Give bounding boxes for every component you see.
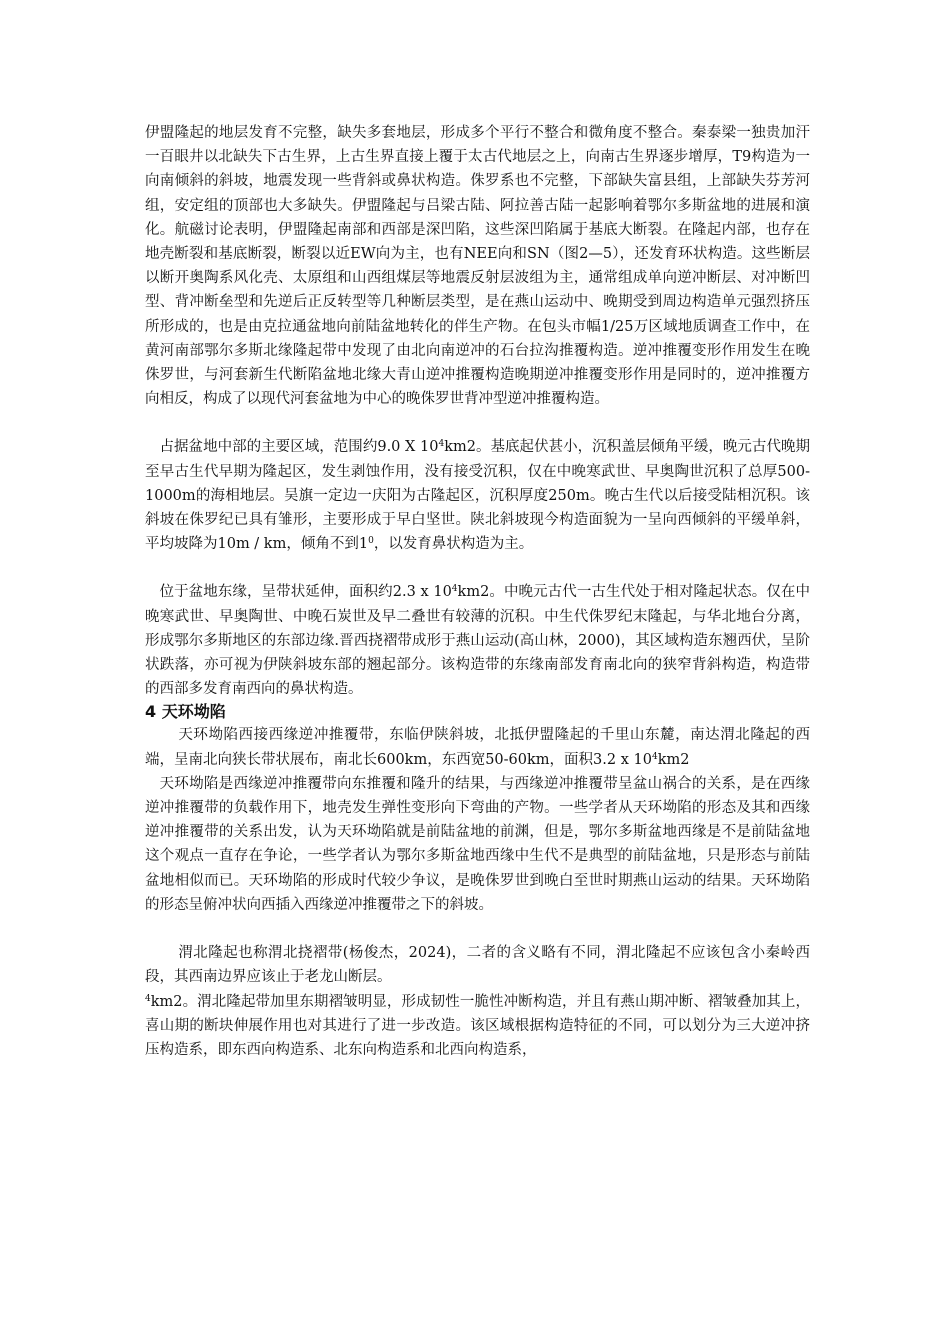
section-heading: 4 天环坳陷 <box>145 702 226 722</box>
paragraph-gap <box>145 411 810 435</box>
text-run: ，以发育鼻状构造为主。 <box>373 536 534 553</box>
paragraph-tianhuan-extent <box>145 723 810 771</box>
text-run: km2。渭北隆起带加里东期褶皱明显，形成韧性一脆性冲断构造，并且有燕山期冲断、褶皱叠加其上，喜山期的断块伸展作用也对其进行了进一步改造。该区域根据构造特征的不同，可以划分为三大逆冲挤压构造系，即东西向构造系、北东向构造系和北西向构造系， <box>145 993 810 1058</box>
paragraph-weibei-structure <box>145 990 810 1063</box>
text-run: 占据盆地中部的主要区域，范围约9.0 X 10 <box>159 439 439 456</box>
paragraph-gap <box>145 917 810 941</box>
paragraph-tianhuan-origin: 天环坳陷是西缘逆冲推覆带向东推覆和隆升的结果，与西缘逆冲推覆带呈盆山祸合的关系，是在西缘逆冲推覆带的负载作用下，地壳发生弹性变形向下弯曲的产物。一些学者从天环坳陷的形态及其和西缘逆冲推覆带的关系出发，认为天环坳陷就是前陆盆地的前渊，但是，鄂尔多斯盆地西缘是不是前陆盆地这个观点一直存在争论，一些学者认为鄂尔多斯盆地西缘中生代不是典型的前陆盆地，只是形态与前陆盆地相似而已。天环坳陷的形成时代较少争议，是晚侏罗世到晚白至世时期燕山运动的结果。天环坳陷的形态呈俯冲状向西插入西缘逆冲推覆带之下的斜坡。 <box>145 775 810 913</box>
paragraph-yishan-slope <box>145 435 810 556</box>
text-run: km2。基底起伏甚小，沉积盖层倾角平缓，晚元古代晚期至早古生代早期为隆起区，发生剥蚀作用，没有接受沉积，仅在中晚寒武世、早奥陶世沉积了总厚500-1000m的海相地层。吴旗一定边一庆阳为古隆起区，沉积厚度250m。晚古生代以后接受陆相沉积。该斜坡在侏罗纪已具有雏形，主要形成于早白坚世。陕北斜坡现今构造面貌为一呈向西倾斜的平缓单斜，平均坡降为10m / km，倾角不到1 <box>145 439 810 553</box>
paragraph-weibei-uplift: 渭北隆起也称渭北挠褶带(杨俊杰，2024)，二者的含义略有不同，渭北隆起不应该包含小秦岭西段，其西南边界应该止于老龙山断层。 <box>145 945 810 986</box>
text-run: 位于盆地东缘，呈带状延伸，面积约2.3 x 10 <box>159 584 452 601</box>
text-run: 天环坳陷西接西缘逆冲推覆带，东临伊陕斜坡，北抵伊盟隆起的千里山东麓，南达渭北隆起的西端，呈南北向狭长带状展布，南北长600km，东西宽50-60km，面积3.2 x 10 <box>145 727 810 768</box>
superscript: 4 <box>451 584 458 595</box>
superscript: 4 <box>651 751 658 762</box>
superscript: 0 <box>368 536 374 547</box>
text-run: km2。中晚元古代一古生代处于相对隆起状态。仅在中晚寒武世、早奥陶世、中晚石炭世及早二叠世有较薄的沉积。中生代侏罗纪末隆起，与华北地台分离，形成鄂尔多斯地区的东部边缘.晋西挠褶带成形于燕山运动(高山林，2000)，其区域构造东翘西伏，呈阶状跌落，亦可视为伊陕斜坡东部的翘起部分。该构造带的东缘南部发育南北向的狭窄背斜构造，构造带的西部多发育南西向的鼻状构造。 <box>145 584 810 698</box>
paragraph-jinxi-fold-belt <box>145 580 810 701</box>
superscript: 4 <box>438 439 445 450</box>
paragraph-yimeng-uplift: 伊盟隆起的地层发育不完整，缺失多套地层，形成多个平行不整合和微角度不整合。秦泰梁一独贵加汗一百眼井以北缺失下古生界，上古生界直接上覆于太古代地层之上，向南古生界逐步增厚，T9构造为一向南倾斜的斜坡，地震发现一些背斜或鼻状构造。侏罗系也不完整，下部缺失富县组，上部缺失芬芳河组，安定组的顶部也大多缺失。伊盟隆起与吕梁古陆、阿拉善古陆一起影响着鄂尔多斯盆地的进展和演化。航磁讨论表明，伊盟隆起南部和西部是深凹陷，这些深凹陷属于基底大断裂。在隆起内部，也存在地壳断裂和基底断裂，断裂以近EW向为主，也有NEE向和SN（图2—5），还发育环状构造。这些断层以断开奥陶系风化壳、太原组和山西组煤层等地震反射层波组为主，通常组成单向逆冲断层、对冲断凹型、背冲断垒型和先逆后正反转型等几种断层类型，是在燕山运动中、晚期受到周边构造单元强烈挤压所形成的，也是由克拉通盆地向前陆盆地转化的伴生产物。在包头市幅1/25万区域地质调查工作中，在黄河南部鄂尔多斯北缘隆起带中发现了由北向南逆冲的石台拉沟推覆构造。逆冲推覆变形作用发生在晚侏罗世，与河套新生代断陷盆地北缘大青山逆冲推覆构造晚期逆冲推覆变形作用是同时的，逆冲推覆方向相反，构成了以现代河套盆地为中心的晚侏罗世背冲型逆冲推覆构造。 <box>145 125 810 408</box>
text-run: km2 <box>657 751 690 768</box>
paragraph-gap <box>145 556 810 580</box>
document-page <box>145 121 810 1062</box>
superscript: 4 <box>145 993 151 1004</box>
